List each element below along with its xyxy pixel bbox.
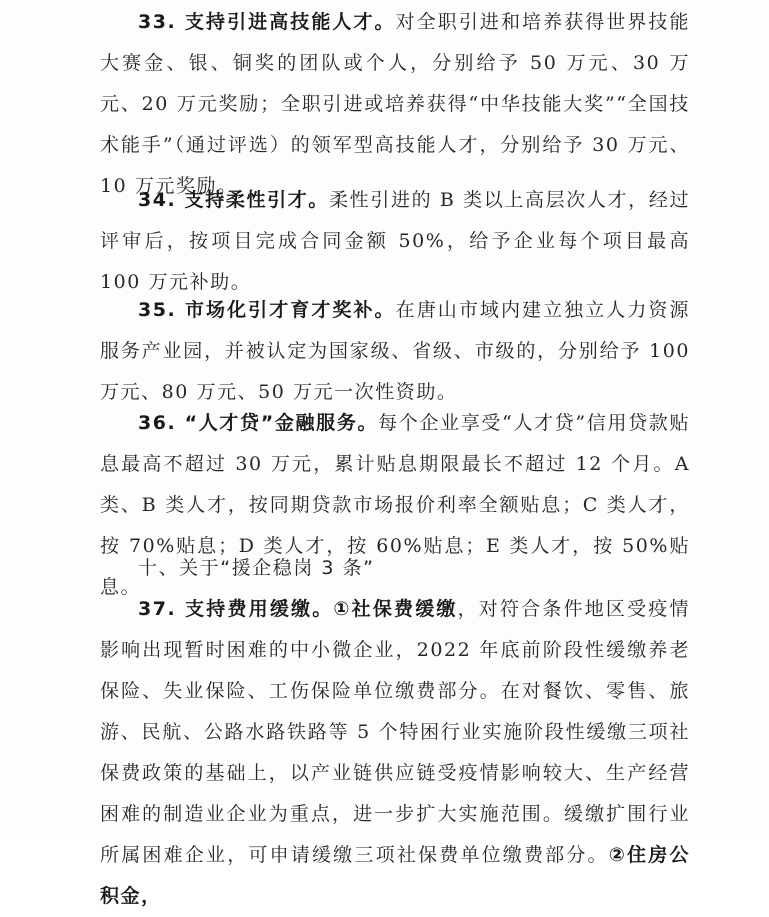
item-35-paragraph xyxy=(100,290,690,413)
item-34-title: 34. 支持柔性引才。 xyxy=(138,189,330,211)
item-33-title: 33. 支持引进高技能人才。 xyxy=(138,11,396,33)
item-36-text: 每个企业享受“人才贷”信用贷款贴息最高不超过 30 万元，累计贴息期限最长不超过 12 个月。A 类、B 类人才，按同期贷款市场报价利率全额贴息；C 类人才，按 70%贴息；D 类人才，按 60%贴息；E 类人才，按 50%贴息。 xyxy=(100,412,690,598)
item-34-text: 柔性引进的 B 类以上高层次人才，经过评审后，按项目完成合同金额 50%，给予企业每个项目最高 100 万元补助。 xyxy=(100,189,691,293)
item-37-title: 37. 支持费用缓缴。 xyxy=(138,598,334,620)
item-37-paragraph xyxy=(100,589,690,917)
section-heading: 十、关于“援企稳岗 3 条” xyxy=(138,557,375,579)
item-33-paragraph xyxy=(100,2,690,207)
item-34-paragraph xyxy=(100,180,690,303)
item-37-text: ，对符合条件地区受疫情影响出现暂时困难的中小微企业，2022 年底前阶段性缓缴养老保险、失业保险、工伤保险单位缴费部分。在对餐饮、零售、旅游、民航、公路水路铁路等 5 个特困行业实施阶段性缓缴三项社保费政策的基础上，以产业链供应链受疫情影响较大、生产经营困难的制造业企业为重点，进一步扩大实施范围。缓缴扩围行业所属困难企业，可申请缓缴三项社保费单位缴费部分。 xyxy=(100,598,691,866)
item-35-title: 35. 市场化引才育才奖补。 xyxy=(138,299,396,321)
item-33-text: 对全职引进和培养获得世界技能大赛金、银、铜奖的团队或个人，分别给予 50 万元、30 万元、20 万元奖励；全职引进或培养获得“中华技能大奖”“全国技术能手”（通过评选）的领军型高技能人才，分别给予 30 万元、10 万元奖励。 xyxy=(100,11,690,197)
item-35-text: 在唐山市域内建立独立人力资源服务产业园，并被认定为国家级、省级、市级的，分别给予 100 万元、80 万元、50 万元一次性资助。 xyxy=(100,299,690,403)
housing-fund-label: ②住房公积金， xyxy=(100,844,690,907)
item-36-title: 36. “人才贷”金融服务。 xyxy=(138,412,379,434)
social-insurance-deferral-label: ①社保费缓缴 xyxy=(333,598,458,620)
